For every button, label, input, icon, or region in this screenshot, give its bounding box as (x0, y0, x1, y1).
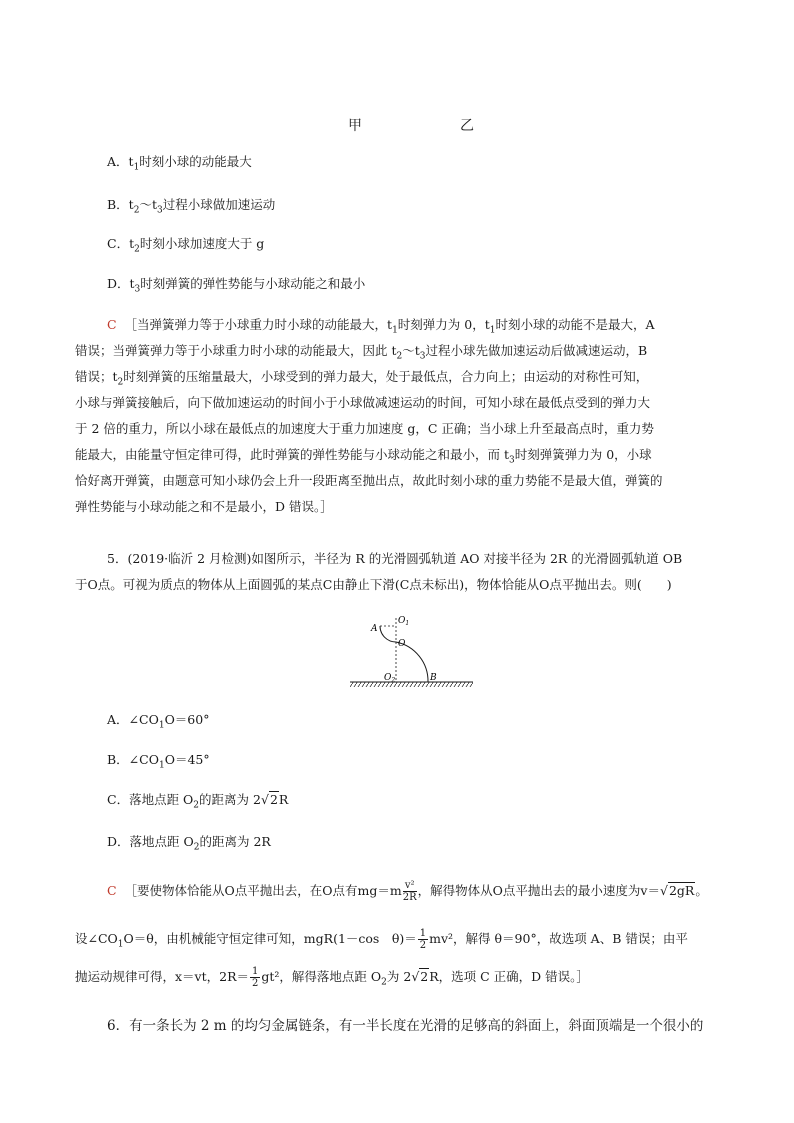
q4-explanation-line: C ［当弹簧弹力等于小球重力时小球的动能最大，$t_1$时刻弹力为 0，$t_1$时刻小球的动能不是最大，A (107, 317, 655, 336)
q4-option-b: B．$t_2\sim t_3$过程小球做加速运动 (107, 197, 276, 216)
q5-option-c: C．落地点距 $O_2$的距离为 2√2R (107, 792, 289, 811)
q4-explanation-line: 弹性势能与小球动能之和不是最小，D 错误。］ (75, 499, 333, 514)
q4-option-a: A．$t_1$时刻小球的动能最大 (107, 154, 252, 173)
figure-label-left: 甲 (348, 118, 362, 134)
q4-explanation-line: 错误；当弹簧弹力等于小球重力时小球的动能最大，因此 $t_2\sim t_3$过程小球先做加速运动后做减速运动，B (75, 343, 648, 362)
q4-explanation-line: 于 2 倍的重力，所以小球在最低点的加速度大于重力加速度 g，C 正确；当小球上升至最高点时，重力势 (75, 421, 654, 436)
ground-hatch (350, 682, 473, 687)
fraction: $\frac{1}{2}$ (419, 928, 427, 951)
arc-ao (380, 626, 396, 642)
fraction: $\frac{1}{2}$ (252, 966, 259, 989)
q4-explanation-line: 错误；$t_2$时刻弹簧的压缩量最大，小球受到的弹力最大，处于最低点，合力向上；由运动的对称性可知， (75, 369, 649, 388)
q5-answer-letter: C (107, 883, 117, 898)
q5-explanation-line: C ［要使物体恰能从O点平抛出去，在O点有mg＝m $\frac{\text{v²}}{2R}$ ，解得物体从O点平抛出去的最小速度为v＝√2gR。 (107, 880, 708, 903)
q4-answer-letter: C (107, 317, 117, 332)
q5-option-a: A．$\angle CO_1O=60^\circ$ (107, 712, 210, 731)
label-b: B (430, 673, 437, 683)
q5-track-diagram (340, 612, 480, 692)
q4-explanation-line: 恰好离开弹簧，由题意可知小球仍会上升一段距离至抛出点，故此时刻小球的重力势能不是最大值，弹簧的 (75, 473, 663, 488)
q4-explanation-line: 能最大，由能量守恒定律可得，此时弹簧的弹性势能与小球动能之和最小，而 $t_3$时刻弹簧弹力为 0，小球 (75, 447, 652, 466)
q4-option-d: D．$t_3$时刻弹簧的弹性势能与小球动能之和最小 (107, 276, 366, 295)
fraction: $\frac{\text{v²}}{2R}$ (402, 880, 417, 903)
q5-explanation-line: 设$\angle CO_1O=\theta$，由机械能守恒定律可知，mgR(1－cos θ)＝ $\frac{1}{2}$ mv²，解得 θ＝90°，故选项 A、B 错误；由平 (75, 928, 688, 951)
label-o1: $O_1$ (398, 616, 410, 627)
q4-explanation-line: 小球与弹簧接触后，向下做加速运动的时间小于小球做减速运动的时间，可知小球在最低点受到的弹力大 (75, 395, 651, 410)
q5-option-b: B．$\angle CO_1O=45^\circ$ (107, 752, 210, 771)
label-o2: $O_2$ (384, 673, 396, 684)
q6-stem-line: 6．有一条长为 2 m 的均匀金属链条，有一半长度在光滑的足够高的斜面上，斜面顶端是一个很小的 (107, 1018, 704, 1034)
q4-option-c: C．$t_2$时刻小球加速度大于 g (107, 236, 265, 255)
q5-explanation-line: 抛运动规律可得，x＝vt，2R＝ $\frac{1}{2}$ gt²，解得落地点距 $O_2$为 2√2R，选项 C 正确，D 错误。］ (75, 966, 589, 989)
figure-label-right: 乙 (460, 118, 474, 134)
q5-stem-line: 于O点。可视为质点的物体从上面圆弧的某点C由静止下滑(C点未标出)，物体恰能从O点平抛出去。则( ) (75, 577, 672, 592)
q5-stem-line: 5．(2019·临沂 2 月检测)如图所示，半径为 R 的光滑圆弧轨道 AO 对接半径为 2R 的光滑圆弧轨道 OB (107, 551, 683, 566)
q5-option-d: D．落地点距 $O_2$的距离为 2R (107, 834, 271, 853)
label-a: A (371, 624, 378, 634)
label-o: O (398, 639, 406, 649)
